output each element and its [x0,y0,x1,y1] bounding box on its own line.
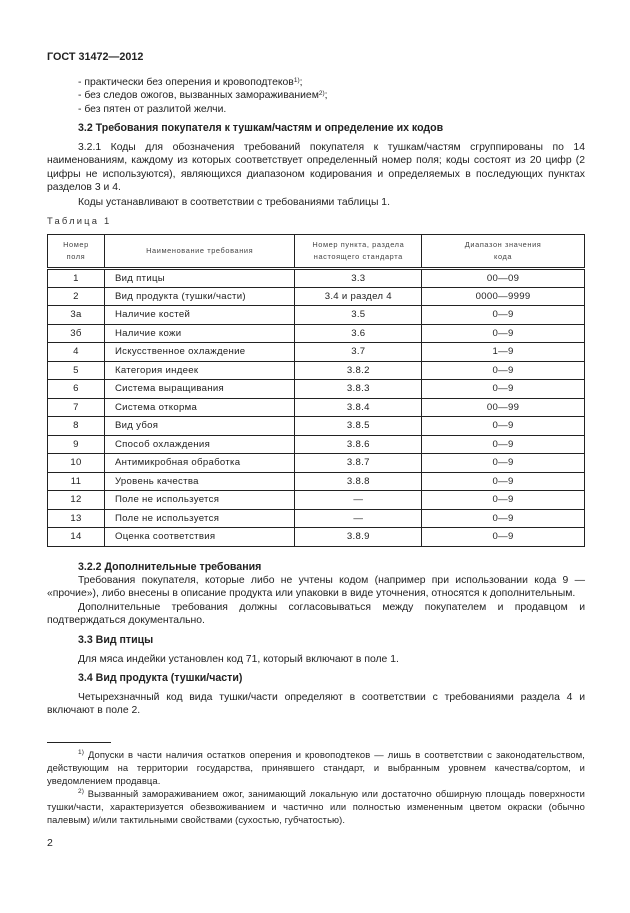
header-code-range: Диапазон значения кода [422,235,585,269]
code-range-cell: 0—9 [422,306,585,325]
section-number-cell: — [295,491,422,510]
requirement-name-cell: Вид продукта (тушки/части) [104,287,295,306]
field-number-cell: 7 [48,398,105,417]
requirement-name-cell: Уровень качества [104,472,295,491]
field-number-cell: 12 [48,491,105,510]
section-heading-3-4: 3.4 Вид продукта (тушки/части) [78,672,243,684]
section-number-cell: 3.8.4 [295,398,422,417]
field-number-cell: 8 [48,417,105,436]
code-range-cell: 1—9 [422,343,585,362]
paragraph-3-4: Четырехзначный код вида тушки/части определяют в соответствии с требованиями раздела 4 и включают в поле 2. [47,692,585,717]
table-header-row [48,235,585,269]
section-number-cell: 3.7 [295,343,422,362]
code-range-cell: 0—9 [422,472,585,491]
code-range-cell: 00—09 [422,269,585,288]
table-row [48,491,585,510]
code-range-cell: 0—9 [422,324,585,343]
code-range-cell: 0—9 [422,528,585,547]
table-caption: Таблица 1 [47,215,112,226]
code-range-cell: 0—9 [422,417,585,436]
footnote-text: Вызванный замораживанием ожог, занимающий локальную или достаточно обширную площадь поверхности тушки/части, характеризуется обезвоживанием и частично или полностью измененным цветом окраски (обычно палевым) и/или тактильными свойствами (сухостью, губчатостью). [47,788,585,825]
field-number-cell: 3б [48,324,105,343]
footnote-ref: 2) [318,90,325,98]
footnote-text: Допуски в части наличия остатков оперения и кровоподтеков — лишь в соответствии с законодательством, действующим на территории государства, принявшего стандарт, и выбранным уровнем качества/сортом, и уведомлением продавца. [47,749,585,786]
code-range-cell: 00—99 [422,398,585,417]
table-row [48,528,585,547]
document-header: ГОСТ 31472—2012 [47,51,144,63]
section-number-cell: 3.8.3 [295,380,422,399]
table-row [48,361,585,380]
table-row [48,435,585,454]
requirement-name-cell: Система выращивания [104,380,295,399]
paragraph-3-2-2-a: Требования покупателя, которые либо не учтены кодом (например при использовании кода 9 — «прочие»), либо внесены в описание продукта или упаковки в виде уточнения, относятся к дополнительным. [47,575,585,600]
table-row [48,380,585,399]
requirement-name-cell: Антимикробная обработка [104,454,295,473]
requirement-name-cell: Способ охлаждения [104,435,295,454]
requirement-name-cell: Искусственное охлаждение [104,343,295,362]
paragraph-codes: Коды устанавливают в соответствии с требованиями таблицы 1. [78,197,390,208]
paragraph-3-2-2-b: Дополнительные требования должны согласовываться между покупателем и продавцом и подтверждаться документально. [47,602,585,627]
section-number-cell: 3.8.2 [295,361,422,380]
bullet-item: - без следов ожогов, вызванных замораживанием$^{2)}$; [78,90,328,102]
field-number-cell: 3а [48,306,105,325]
code-range-cell: 0—9 [422,361,585,380]
code-range-cell: 0—9 [422,491,585,510]
section-number-cell: 3.8.7 [295,454,422,473]
code-range-cell: 0—9 [422,454,585,473]
section-number-cell: 3.8.5 [295,417,422,436]
table-row [48,269,585,288]
requirement-name-cell: Вид птицы [104,269,295,288]
footnote-mark: 2) [78,788,84,795]
section-number-cell: 3.6 [295,324,422,343]
footnote-ref: 1) [293,77,300,84]
header-requirement-name: Наименование требования [104,235,295,269]
table-row [48,324,585,343]
field-number-cell: 14 [48,528,105,547]
section-number-cell: 3.8.6 [295,435,422,454]
requirement-name-cell: Наличие кожи [104,324,295,343]
paragraph-3-3: Для мяса индейки установлен код 71, который включают в поле 1. [78,654,399,665]
bullet-item: - практически без оперения и кровоподтеков$^{1)}$; [78,77,303,88]
bullet-text: - практически без оперения и кровоподтеков [78,77,294,88]
footnote-divider [47,742,111,743]
table-row [48,417,585,436]
field-number-cell: 1 [48,269,105,288]
requirement-name-cell: Система откорма [104,398,295,417]
requirements-table [47,234,585,547]
header-field-number: Номер поля [48,235,105,269]
footnote-2 [47,787,585,826]
field-number-cell: 6 [48,380,105,399]
code-range-cell: 0000—9999 [422,287,585,306]
header-section-number: Номер пункта, раздела настоящего стандарта [295,235,422,269]
bullet-item: - без пятен от разлитой желчи. [78,103,227,115]
page-number: 2 [47,837,53,849]
section-number-cell: — [295,509,422,528]
field-number-cell: 2 [48,287,105,306]
requirements-table-wrapper [47,234,585,547]
field-number-cell: 11 [48,472,105,491]
table-row [48,398,585,417]
table-row [48,472,585,491]
field-number-cell: 13 [48,509,105,528]
code-range-cell: 0—9 [422,380,585,399]
table-row [48,454,585,473]
section-number-cell: 3.8.9 [295,528,422,547]
footnote-1 [47,748,585,787]
section-number-cell: 3.3 [295,269,422,288]
table-row [48,287,585,306]
section-heading-3-3: 3.3 Вид птицы [78,634,154,646]
section-number-cell: 3.4 и раздел 4 [295,287,422,306]
field-number-cell: 9 [48,435,105,454]
section-heading-3-2: 3.2 Требования покупателя к тушкам/частям и определение их кодов [78,122,444,134]
section-number-cell: 3.5 [295,306,422,325]
code-range-cell: 0—9 [422,509,585,528]
requirement-name-cell: Наличие костей [104,306,295,325]
requirement-name-cell: Оценка соответствия [104,528,295,547]
field-number-cell: 10 [48,454,105,473]
requirement-name-cell: Поле не используется [104,491,295,510]
code-range-cell: 0—9 [422,435,585,454]
bullet-text: - без следов ожогов, вызванных замораживанием [78,90,319,102]
section-heading-3-2-2: 3.2.2 Дополнительные требования [78,561,262,573]
paragraph-3-2-1: 3.2.1 Коды для обозначения требований покупателя к тушкам/частям сгруппированы по 14 наименованиям, каждому из которых соответствует определенный номер поля; коды состоят из 20 цифр (2 цифры не используются), являющихся диапазоном кодирования и определяемых в последующих пунктах разделов 3 и 4. [47,142,585,194]
field-number-cell: 4 [48,343,105,362]
section-number-cell: 3.8.8 [295,472,422,491]
table-row [48,343,585,362]
table-row [48,509,585,528]
field-number-cell: 5 [48,361,105,380]
bullet-list [47,76,585,116]
requirement-name-cell: Вид убоя [104,417,295,436]
table-row [48,306,585,325]
requirement-name-cell: Поле не используется [104,509,295,528]
footnote-mark: 1) [78,749,84,756]
requirement-name-cell: Категория индеек [104,361,295,380]
